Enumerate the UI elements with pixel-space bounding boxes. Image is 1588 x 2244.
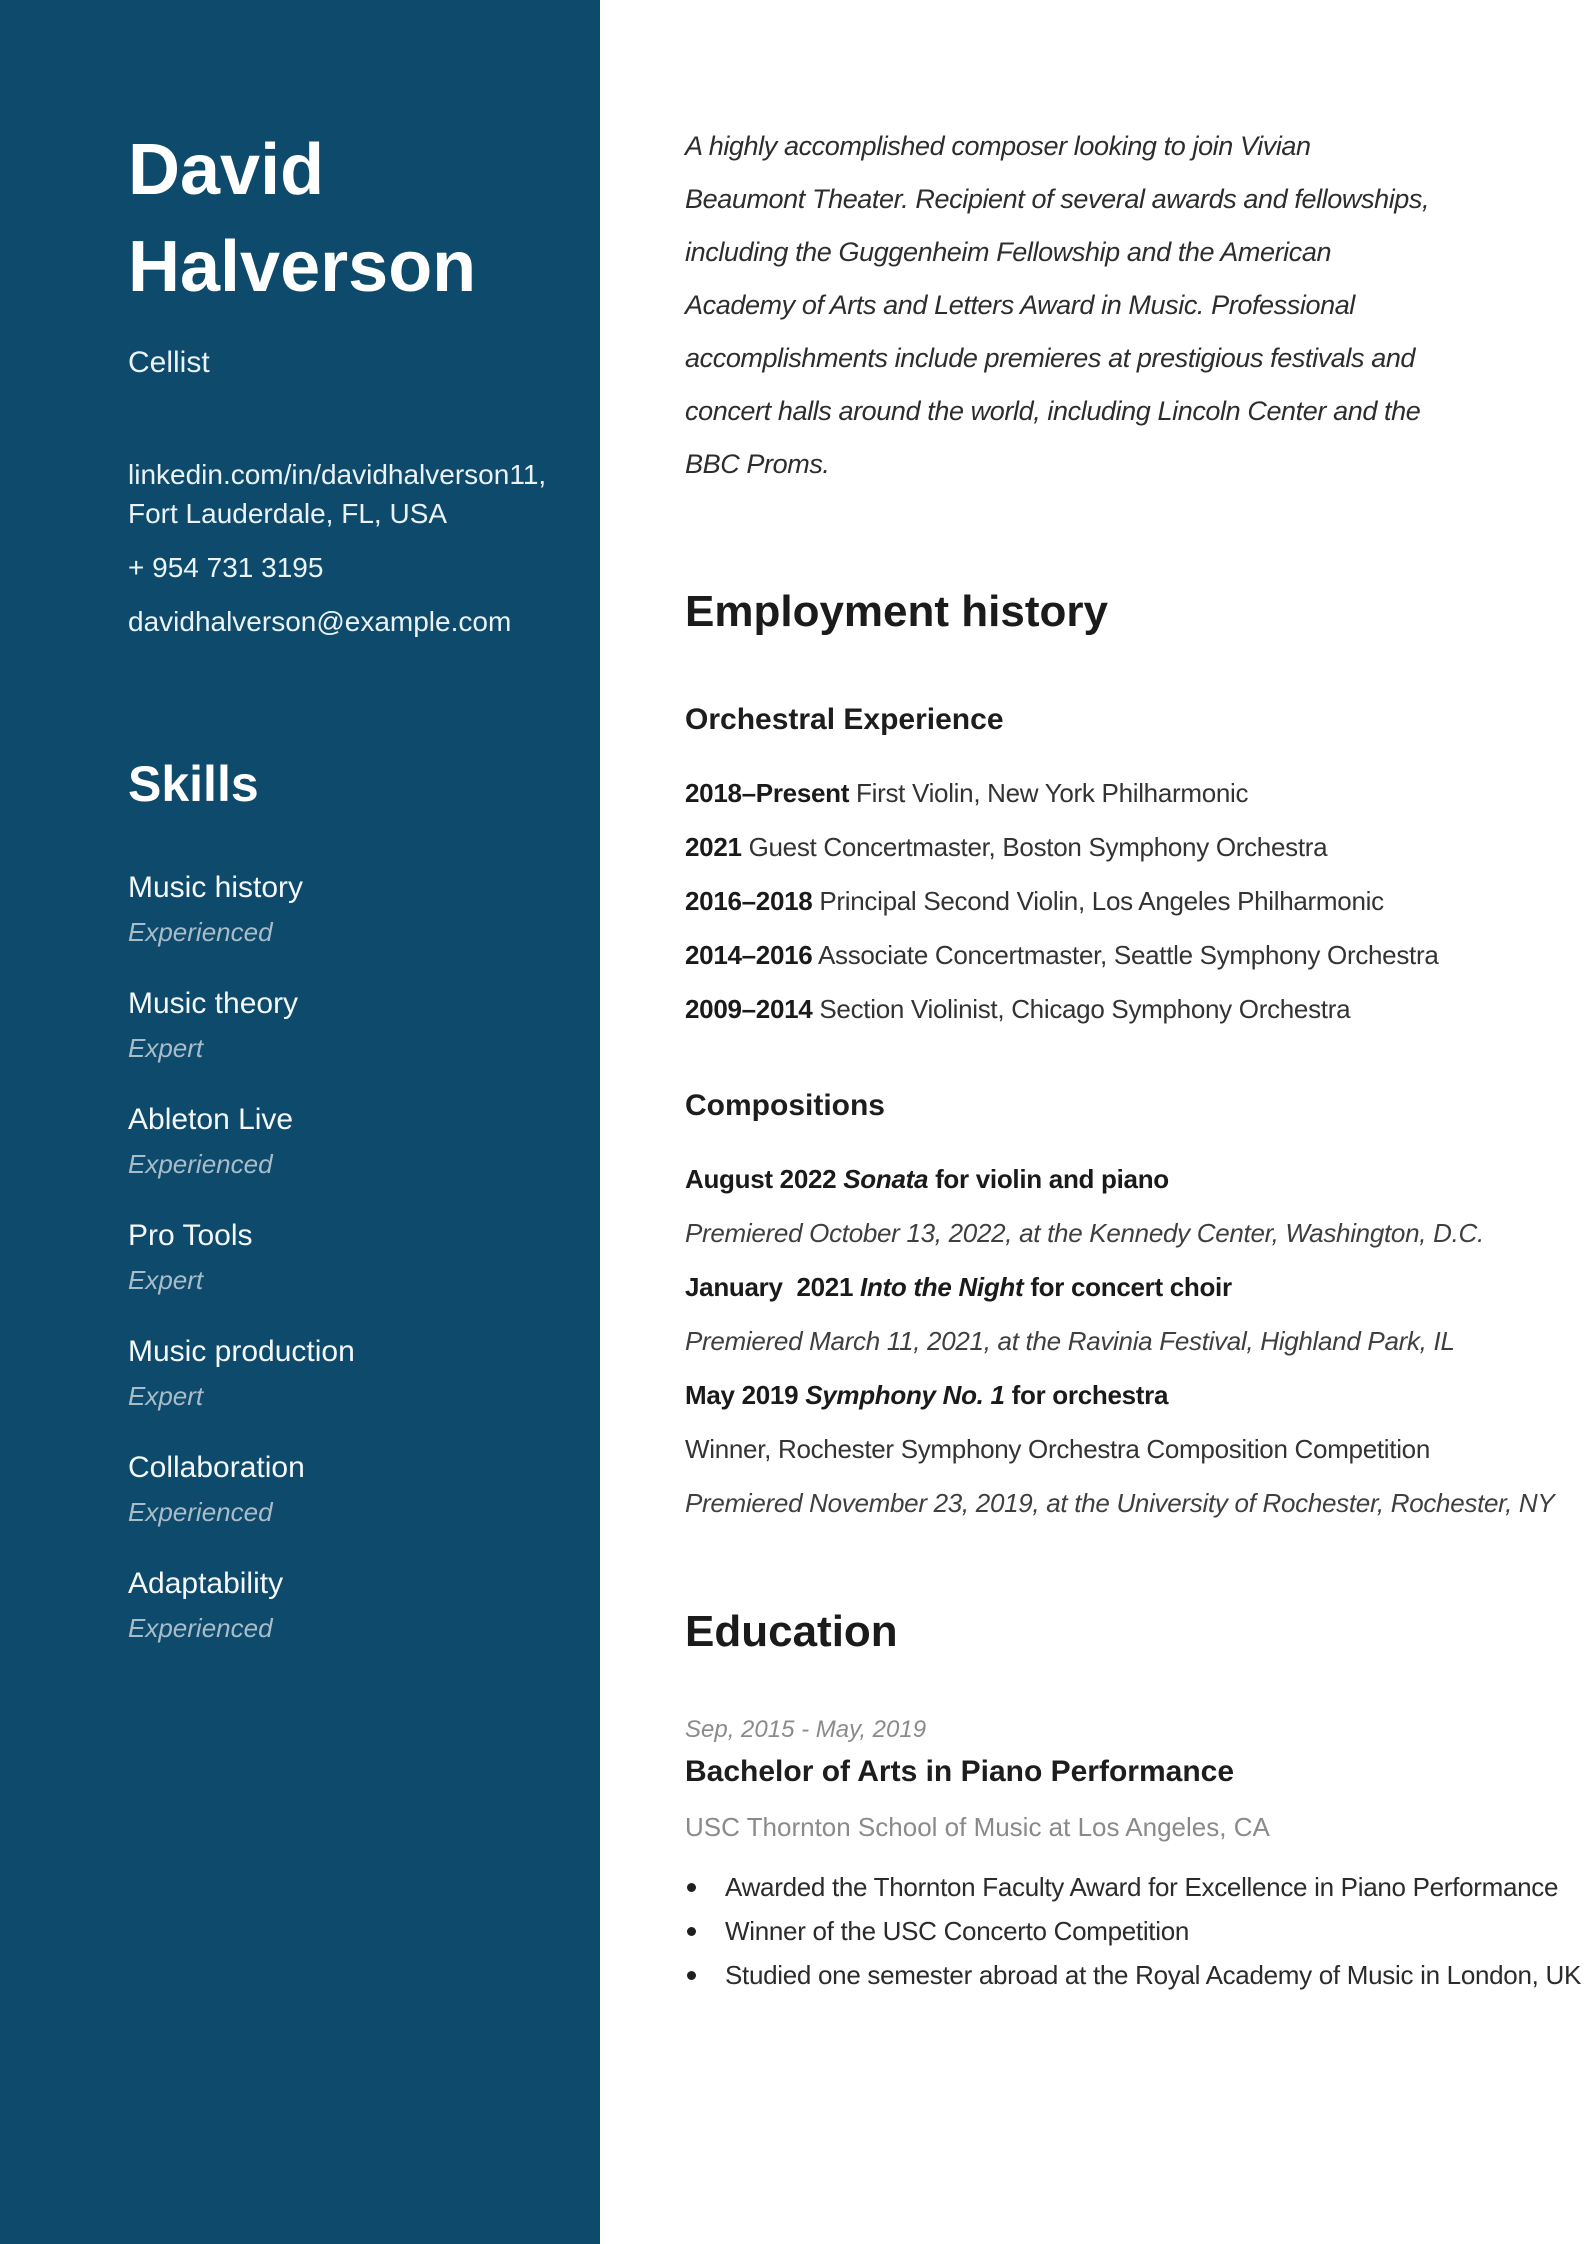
education-dates: Sep, 2015 - May, 2019	[685, 1716, 927, 1743]
education-school: USC Thornton School of Music at Los Angeles, CA	[685, 1812, 1270, 1842]
skill-name: Adaptability	[128, 1567, 284, 1600]
skill-level: Experienced	[128, 1149, 273, 1179]
composition-award: Winner, Rochester Symphony Orchestra Composition Competition	[685, 1434, 1430, 1464]
skill-item	[128, 1564, 580, 1645]
person-last-name: Halverson	[128, 227, 477, 307]
sidebar	[0, 0, 600, 2244]
education-bullet: Winner of the USC Concerto Competition	[685, 1911, 1568, 1951]
composition-ensemble: for violin and piano	[935, 1164, 1169, 1194]
contact-linkedin: linkedin.com/in/davidhalverson11, Fort Lauderdale, FL, USA	[128, 459, 547, 529]
skill-item	[128, 868, 580, 949]
skill-name: Collaboration	[128, 1451, 305, 1484]
skill-item	[128, 1448, 580, 1529]
person-first-name: David	[128, 130, 325, 210]
composition-date: August 2022	[685, 1164, 837, 1194]
entry-role: Section Violinist, Chicago Symphony Orchestra	[819, 994, 1351, 1024]
skill-name: Music theory	[128, 987, 299, 1020]
skills-heading: Skills	[128, 756, 259, 812]
entry-date: 2016–2018	[685, 886, 813, 916]
profile-summary: A highly accomplished composer looking to join Vivian Beaumont Theater. Recipient of several awards and fellowships, including the Guggenheim Fellowship and the American Academy of Arts and Letters Award in Music. Professional accomplishments include premieres at prestigious festivals and concert halls around the world, including Lincoln Center and the BBC Proms.	[685, 131, 1430, 479]
main-column	[600, 0, 1588, 2244]
skill-level: Expert	[128, 1265, 204, 1295]
entry-date: 2014–2016	[685, 940, 813, 970]
skill-name: Music production	[128, 1335, 355, 1368]
employment-entry	[685, 827, 1568, 867]
contact-phone: + 954 731 3195	[128, 552, 324, 583]
skill-item	[128, 1100, 580, 1181]
employment-subheading: Orchestral Experience	[685, 703, 1004, 736]
education-bullet: Awarded the Thornton Faculty Award for Excellence in Piano Performance	[685, 1867, 1568, 1907]
composition-title	[685, 1375, 1568, 1415]
skill-item	[128, 1216, 580, 1297]
composition-title	[685, 1267, 1568, 1307]
skill-level: Expert	[128, 1381, 204, 1411]
employment-entry	[685, 935, 1568, 975]
entry-date: 2021	[685, 832, 742, 862]
composition-work: Symphony No. 1	[805, 1380, 1005, 1410]
composition-ensemble: for concert choir	[1030, 1272, 1232, 1302]
skills-list	[128, 868, 580, 1645]
composition-premiere: Premiered March 11, 2021, at the Ravinia Festival, Highland Park, IL	[685, 1326, 1455, 1356]
composition-date: May 2019	[685, 1380, 799, 1410]
composition-ensemble: for orchestra	[1011, 1380, 1169, 1410]
skill-name: Pro Tools	[128, 1219, 253, 1252]
education-degree: Bachelor of Arts in Piano Performance	[685, 1755, 1235, 1788]
skill-name: Ableton Live	[128, 1103, 294, 1136]
entry-role: Principal Second Violin, Los Angeles Philharmonic	[819, 886, 1384, 916]
skill-level: Expert	[128, 1033, 204, 1063]
job-title: Cellist	[128, 346, 210, 379]
composition-premiere: Premiered November 23, 2019, at the University of Rochester, Rochester, NY	[685, 1488, 1555, 1518]
composition-date: January 2021	[685, 1272, 854, 1302]
employment-entry	[685, 881, 1568, 921]
education-bullet-list	[685, 1867, 1581, 1995]
entry-date: 2009–2014	[685, 994, 813, 1024]
education-bullet: Studied one semester abroad at the Royal Academy of Music in London, UK	[685, 1955, 1568, 1995]
employment-entries	[685, 773, 1568, 1029]
skill-name: Music history	[128, 871, 304, 904]
education-heading: Education	[685, 1607, 898, 1656]
skill-level: Experienced	[128, 917, 273, 947]
skill-item	[128, 1332, 580, 1413]
contact-email: davidhalverson@example.com	[128, 606, 512, 637]
skill-level: Experienced	[128, 1497, 273, 1527]
entry-role: Guest Concertmaster, Boston Symphony Orchestra	[748, 832, 1328, 862]
skill-level: Experienced	[128, 1613, 273, 1643]
composition-work: Into the Night	[860, 1272, 1024, 1302]
composition-work: Sonata	[843, 1164, 929, 1194]
employment-entry	[685, 773, 1568, 813]
person-name	[128, 122, 580, 316]
composition-premiere: Premiered October 13, 2022, at the Kennedy Center, Washington, D.C.	[685, 1218, 1484, 1248]
compositions-heading: Compositions	[685, 1089, 885, 1122]
entry-role: Associate Concertmaster, Seattle Symphony Orchestra	[817, 940, 1439, 970]
entry-role: First Violin, New York Philharmonic	[856, 778, 1249, 808]
compositions-list	[685, 1159, 1568, 1523]
employment-heading: Employment history	[685, 587, 1108, 636]
composition-title	[685, 1159, 1568, 1199]
entry-date: 2018–Present	[685, 778, 850, 808]
employment-entry	[685, 989, 1568, 1029]
skill-item	[128, 984, 580, 1065]
